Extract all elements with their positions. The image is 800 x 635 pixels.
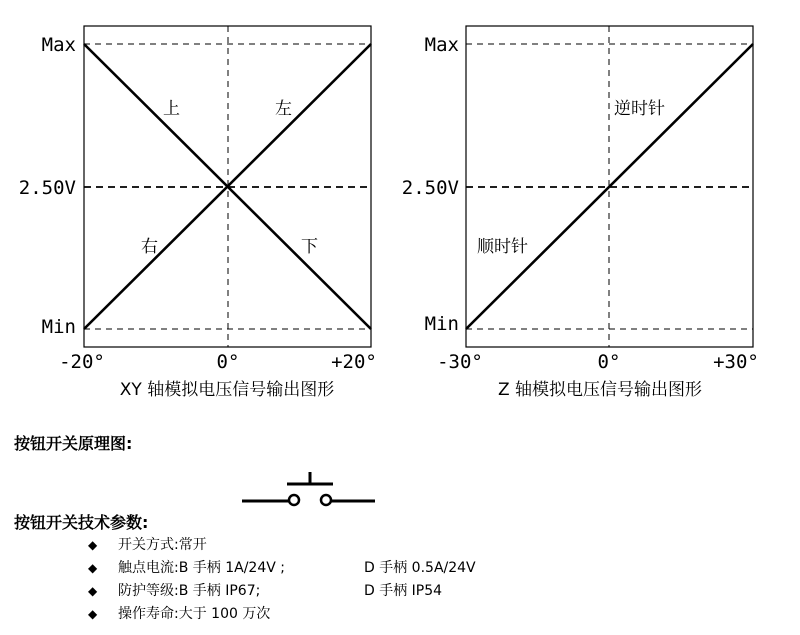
z-x-right-label: +30° bbox=[713, 351, 759, 373]
xy-y-max-label: Max bbox=[41, 34, 76, 56]
z-y-min-label: Min bbox=[424, 313, 459, 335]
diamond-bullet-icon: ◆ bbox=[88, 607, 98, 621]
z-chart-caption: Z 轴模拟电压信号输出图形 bbox=[497, 380, 703, 400]
spec-value-secondary: D 手柄 0.5A/24V bbox=[364, 560, 476, 576]
spec-value-secondary: D 手柄 IP54 bbox=[364, 583, 443, 599]
spec-label: 开关方式:常开 bbox=[118, 537, 207, 553]
z-ccw-label: 逆时针 bbox=[614, 99, 665, 119]
spec-label: 防护等级:B 手柄 IP67; bbox=[118, 583, 261, 599]
xy-x-right-label: +20° bbox=[331, 351, 377, 373]
z-x-mid-label: 0° bbox=[597, 351, 621, 373]
diamond-bullet-icon: ◆ bbox=[88, 538, 98, 552]
z-y-max-label: Max bbox=[424, 34, 459, 56]
specs-title: 按钮开关技术参数: bbox=[14, 513, 149, 532]
z-chart bbox=[402, 26, 759, 400]
diamond-bullet-icon: ◆ bbox=[88, 561, 98, 575]
spec-label: 操作寿命:大于 100 万次 bbox=[118, 606, 271, 622]
spec-label: 触点电流:B 手柄 1A/24V ; bbox=[118, 560, 285, 576]
schematic-left-contact bbox=[289, 495, 299, 505]
xy-y-min-label: Min bbox=[41, 316, 76, 338]
spec-item-contact-current bbox=[88, 557, 476, 580]
xy-y-mid-label: 2.50V bbox=[18, 177, 76, 199]
xy-right-label: 右 bbox=[141, 237, 158, 257]
z-x-left-label: -30° bbox=[437, 351, 483, 373]
spec-item-operating-life bbox=[88, 603, 285, 626]
schematic-title: 按钮开关原理图: bbox=[14, 434, 133, 453]
xy-chart bbox=[19, 26, 377, 400]
xy-up-label: 上 bbox=[163, 99, 180, 119]
specs-list bbox=[88, 534, 476, 626]
xy-chart-caption: XY 轴模拟电压信号输出图形 bbox=[119, 380, 335, 400]
switch-schematic bbox=[242, 472, 375, 505]
xy-x-mid-label: 0° bbox=[216, 351, 240, 373]
xy-down-label: 下 bbox=[301, 237, 318, 257]
spec-item-protection-rating bbox=[88, 580, 443, 603]
xy-left-label: 左 bbox=[275, 99, 292, 119]
diamond-bullet-icon: ◆ bbox=[88, 584, 98, 598]
z-y-mid-label: 2.50V bbox=[401, 177, 459, 199]
spec-item-switch-mode bbox=[88, 534, 285, 557]
schematic-right-contact bbox=[321, 495, 331, 505]
xy-x-left-label: -20° bbox=[59, 351, 105, 373]
z-cw-label: 顺时针 bbox=[477, 237, 528, 257]
